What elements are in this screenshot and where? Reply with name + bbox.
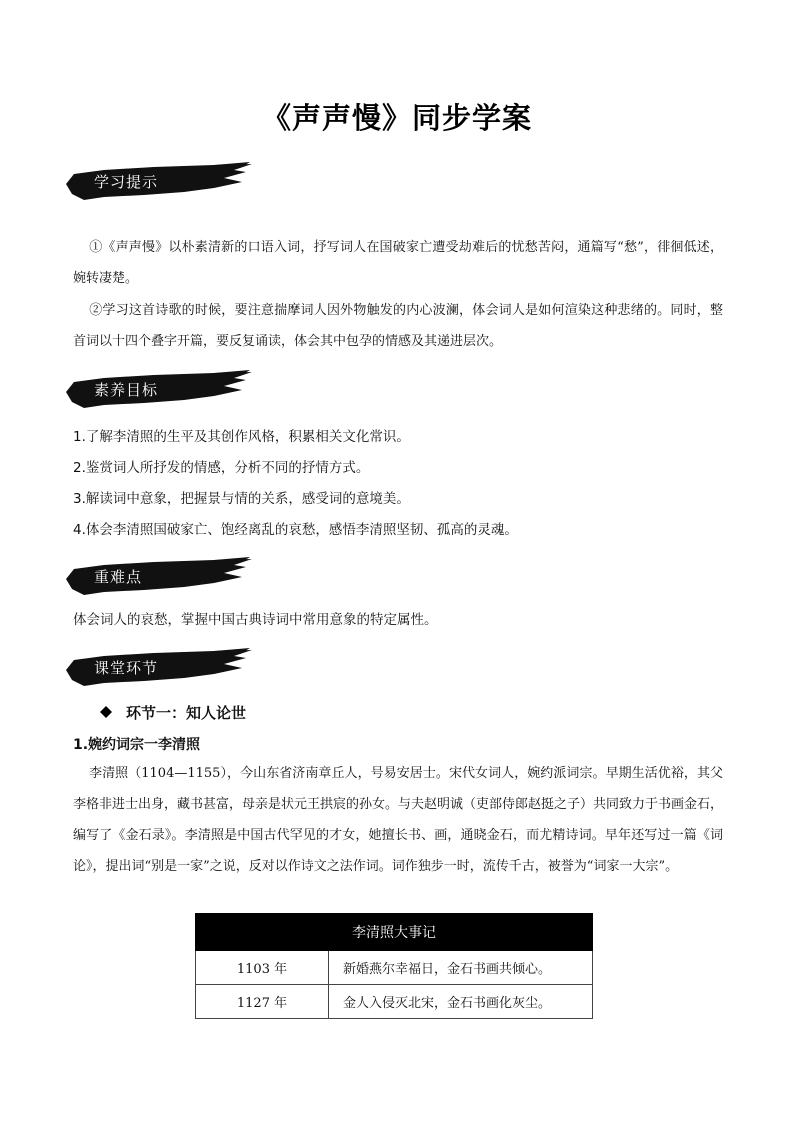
event-year: 1103 年 — [196, 951, 329, 985]
table-row — [196, 985, 593, 1019]
section-label-tips: 学习提示 — [94, 173, 159, 191]
section-label-goals: 素养目标 — [94, 381, 159, 399]
section-banner-goals — [64, 370, 254, 410]
bio-paragraph — [73, 758, 723, 882]
section-label-class: 课堂环节 — [94, 659, 159, 677]
event-description: 新婚燕尔幸福日，金石书画共倾心。 — [329, 951, 593, 985]
goal-item-2: 2.鉴赏词人所抒发的情感，分析不同的抒情方式。 — [73, 460, 370, 476]
ink-brush-stroke-icon — [64, 648, 254, 688]
sub-heading: 1.婉约词宗一李清照 — [73, 737, 201, 753]
tips-paragraph-1 — [73, 232, 723, 294]
ink-brush-stroke-icon — [64, 370, 254, 410]
goal-item-1: 1.了解李清照的生平及其创作风格，积累相关文化常识。 — [73, 429, 410, 445]
section-banner-class — [64, 648, 254, 688]
events-table-header: 李清照大事记 — [196, 914, 593, 951]
goal-item-4: 4.体会李清照国破家亡、饱经离乱的哀愁，感悟李清照坚韧、孤高的灵魂。 — [73, 522, 518, 538]
stage-heading-text: 环节一：知人论世 — [126, 704, 247, 722]
events-table — [195, 913, 593, 1019]
tips-text-1: ①《声声慢》以朴素清新的口语入词，抒写词人在国破家亡遭受劫难后的忧愁苦闷，通篇写“愁”，徘徊低述，婉转凄楚。 — [73, 240, 723, 286]
ink-brush-stroke-icon — [64, 557, 254, 597]
bio-text: 李清照（1104—1155），今山东省济南章丘人，号易安居士。宋代女词人，婉约派词宗。早期生活优裕，其父李格非进士出身，藏书甚富，母亲是状元王拱宸的孙女。与夫赵明诚（吏部侍郎赵挺之子）共同致力于书画金石，编写了《金石录》。李清照是中国古代罕见的才女，她擅长书、画，通晓金石，而尤精诗词。早年还写过一篇《词论》，提出词“别是一家”之说，反对以作诗文之法作词。词作独步一时，流传千古，被誉为“词家一大宗”。 — [73, 766, 724, 874]
page-title: 《声声慢》同步学案 — [261, 101, 532, 135]
section-label-keypoints: 重难点 — [94, 568, 143, 586]
table-row — [196, 951, 593, 985]
tips-paragraph-2 — [73, 295, 723, 357]
ink-brush-stroke-icon — [64, 162, 254, 202]
keypoints-text: 体会词人的哀愁，掌握中国古典诗词中常用意象的特定属性。 — [73, 612, 438, 628]
stage-heading — [100, 702, 246, 723]
diamond-icon — [100, 704, 114, 722]
goal-item-3: 3.解读词中意象，把握景与情的关系，感受词的意境美。 — [73, 491, 410, 507]
tips-text-2: ②学习这首诗歌的时候，要注意揣摩词人因外物触发的内心波澜，体会词人是如何渲染这种悲绪的。同时，整首词以十四个叠字开篇，要反复诵读，体会其中包孕的情感及其递进层次。 — [73, 303, 723, 349]
section-banner-keypoints — [64, 557, 254, 597]
event-year: 1127 年 — [196, 985, 329, 1019]
section-banner-tips — [64, 162, 254, 202]
event-description: 金人入侵灭北宋，金石书画化灰尘。 — [329, 985, 593, 1019]
